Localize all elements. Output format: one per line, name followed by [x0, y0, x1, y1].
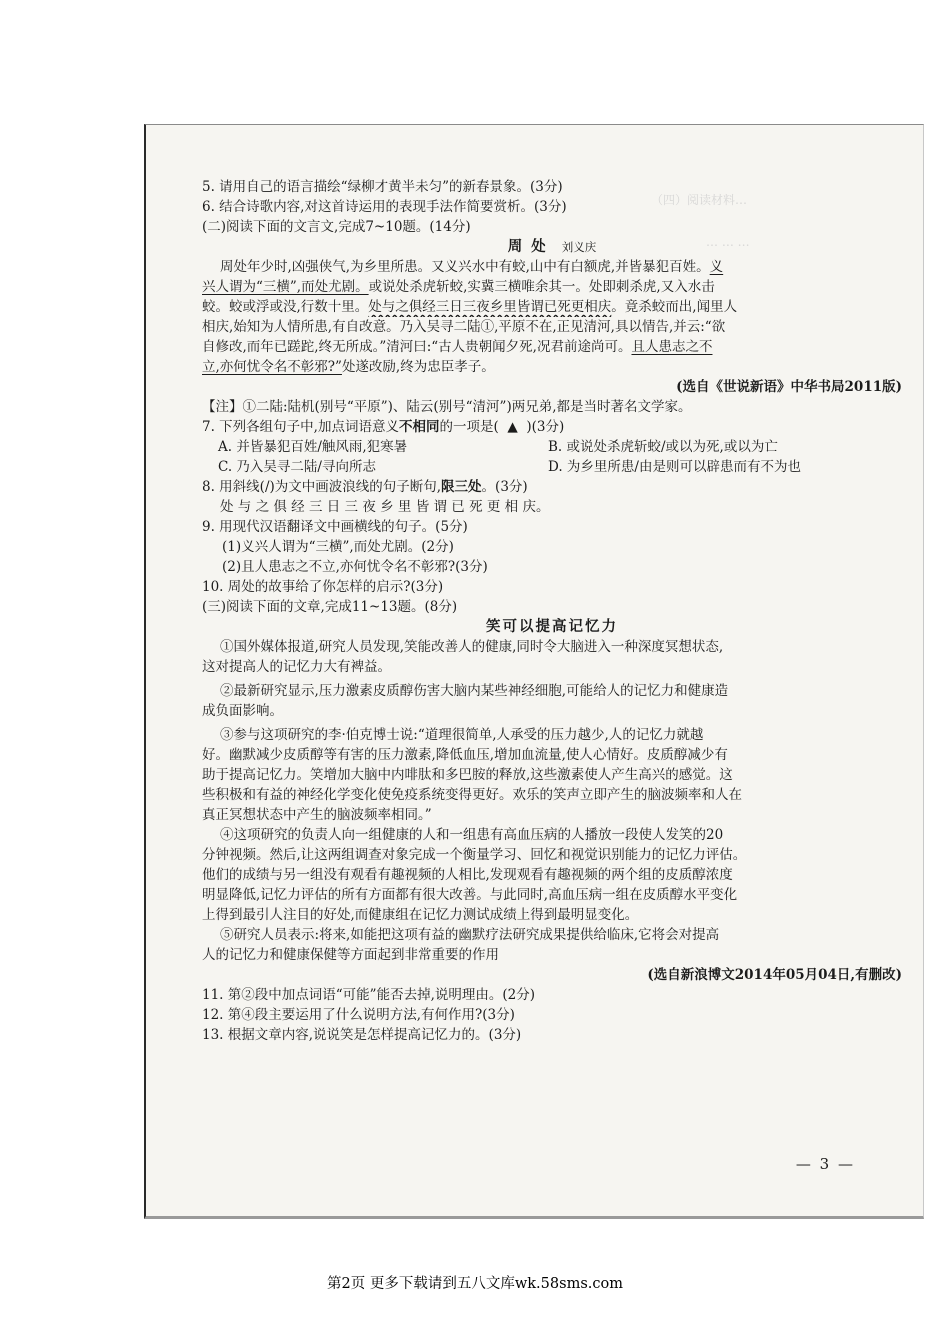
- bleed-through-text: … … …: [706, 235, 750, 249]
- passage-2-line: ④这项研究的负责人向一组健康的人和一组患有高血压病的人播放一段使人发笑的20: [220, 827, 724, 843]
- passage-2-line: 真正冥想状态中产生的脑波频率相同。”: [202, 807, 432, 823]
- option-a: A. 并皆暴犯百姓/触风雨,犯寒暑: [218, 439, 408, 455]
- passage-2-line: ③参与这项研究的李·伯克博士说:“道理很简单,人承受的压力越少,人的记忆力就越: [220, 727, 704, 743]
- question-5: 5. 请用自己的语言描绘“绿柳才黄半未匀”的新春景象。(3分): [202, 179, 563, 195]
- option-b: B. 或说处杀虎斩蛟/或以为死,或以为亡: [548, 439, 778, 455]
- question-6: 6. 结合诗歌内容,对这首诗运用的表现手法作简要赏析。(3分): [202, 199, 567, 215]
- footer-link-text: 第2页 更多下载请到五八文库wk.58sms.com: [327, 1276, 623, 1292]
- passage-2-line: 明显降低,记忆力评估的所有方面都有很大改善。与此同时,高血压病一组在皮质醇水平变化: [202, 887, 738, 903]
- section-2-heading: (二)阅读下面的文言文,完成7~10题。(14分): [202, 219, 471, 235]
- passage-2-line: ⑤研究人员表示:将来,如能把这项有益的幽默疗法研究成果提供给临床,它将会对提高: [220, 927, 720, 943]
- passage-2-line: 分钟视频。然后,让这两组调查对象完成一个衡量学习、回忆和视觉识别能力的记忆力评估。: [202, 847, 747, 863]
- passage-2-line: 他们的成绩与另一组没有观看有趣视频的人相比,发现观看有趣视频的两个组的皮质醇浓度: [202, 867, 733, 883]
- passage-1-title: 周 处 刘义庆: [507, 238, 597, 255]
- page-number: — 3 —: [795, 1155, 855, 1173]
- passage-1-line: 相庆,始知为人情所患,有自改意。乃入吴寻二陆①,平原不在,正见清河,具以情告,并云:“欲: [202, 319, 726, 335]
- question-8: 8. 用斜线(/)为文中画波浪线的句子断句,限三处。(3分): [202, 479, 528, 495]
- passage-1-source: (选自《世说新语》中华书局2011版): [676, 379, 902, 395]
- passage-2-line: 些积极和有益的神经化学变化使免疫系统变得更好。欢乐的笑声立即产生的脑波频率和人在: [202, 787, 742, 803]
- passage-2-source: (选自新浪博文2014年05月04日,有删改): [647, 967, 902, 983]
- scanned-exam-page: [144, 124, 924, 1219]
- question-10: 10. 周处的故事给了你怎样的启示?(3分): [202, 579, 444, 595]
- question-7: 7. 下列各组句子中,加点词语意义不相同的一项是( ▲ )(3分): [202, 419, 565, 435]
- passage-2-line: 这对提高人的记忆力大有裨益。: [202, 659, 391, 675]
- passage-2-line: ②最新研究显示,压力激素皮质醇伤害大脑内某些神经细胞,可能给人的记忆力和健康造: [220, 683, 729, 699]
- triangle-marker: ▲: [507, 419, 518, 435]
- passage-2-line: ①国外媒体报道,研究人员发现,笑能改善人的健康,同时令大脑进入一种深度冥想状态,: [220, 639, 724, 655]
- question-11: 11. 第②段中加点词语“可能”能否去掉,说明理由。(2分): [202, 987, 535, 1003]
- passage-2-line: 人的记忆力和健康保健等方面起到非常重要的作用: [202, 947, 499, 963]
- passage-2-line: 好。幽默减少皮质醇等有害的压力激素,降低血压,增加血流量,使人心情好。皮质醇减少有: [202, 747, 728, 763]
- question-8-sentence: 处 与 之 俱 经 三 日 三 夜 乡 里 皆 谓 已 死 更 相 庆。: [220, 499, 550, 515]
- option-c: C. 乃入吴寻二陆/寻向所志: [218, 459, 376, 475]
- question-9: 9. 用现代汉语翻译文中画横线的句子。(5分): [202, 519, 468, 535]
- passage-1-line: 兴人谓为“三横”,而处尤剧。或说处杀虎斩蛟,实冀三横唯余其一。处即刺杀虎,又入水击: [202, 279, 715, 295]
- passage-2-line: 助于提高记忆力。笑增加大脑中内啡肽和多巴胺的释放,这些激素使人产生高兴的感觉。这: [202, 767, 733, 783]
- exam-content: [202, 177, 902, 1045]
- question-9-part-2: (2)且人患志之不立,亦何忧令名不彰邪?(3分): [222, 559, 488, 575]
- option-d: D. 为乡里所患/由是则可以辟患而有不为也: [548, 459, 801, 475]
- passage-1-line: 周处年少时,凶强侠气,为乡里所患。又义兴水中有蛟,山中有白额虎,并皆暴犯百姓。义: [220, 259, 724, 275]
- passage-2-line: 成负面影响。: [202, 703, 283, 719]
- passage-1-author: 刘义庆: [561, 240, 597, 254]
- passage-2-line: 上得到最引人注目的好处,而健康组在记忆力测试成绩上得到最明显变化。: [202, 907, 639, 923]
- bleed-through-text: （四）阅读材料…: [651, 193, 748, 207]
- wavy-underlined-sentence: 处与之俱经三日三夜乡里皆谓已死更相庆: [368, 299, 612, 315]
- question-13: 13. 根据文章内容,说说笑是怎样提高记忆力的。(3分): [202, 1027, 522, 1043]
- question-7-options: [202, 437, 902, 457]
- passage-2-title: 笑可以提高记忆力: [486, 618, 618, 635]
- note: 【注】①二陆:陆机(别号“平原”)、陆云(别号“清河”)两兄弟,都是当时著名文学家。: [202, 399, 692, 415]
- passage-1-line: 自修改,而年已蹉跎,终无所成。”清河曰:“古人贵朝闻夕死,况君前途尚可。且人患志之不: [202, 339, 713, 355]
- passage-1-line: 蛟。蛟或浮或没,行数十里。处与之俱经三日三夜乡里皆谓已死更相庆。竟杀蛟而出,闻里人: [202, 299, 738, 315]
- section-3-heading: (三)阅读下面的文章,完成11~13题。(8分): [202, 599, 458, 615]
- question-7-options: [202, 457, 902, 477]
- question-9-part-1: (1)义兴人谓为“三横”,而处尤剧。(2分): [222, 539, 454, 555]
- passage-1-line: 立,亦何忧令名不彰邪?”处遂改励,终为忠臣孝子。: [202, 359, 495, 375]
- question-12: 12. 第④段主要运用了什么说明方法,有何作用?(3分): [202, 1007, 515, 1023]
